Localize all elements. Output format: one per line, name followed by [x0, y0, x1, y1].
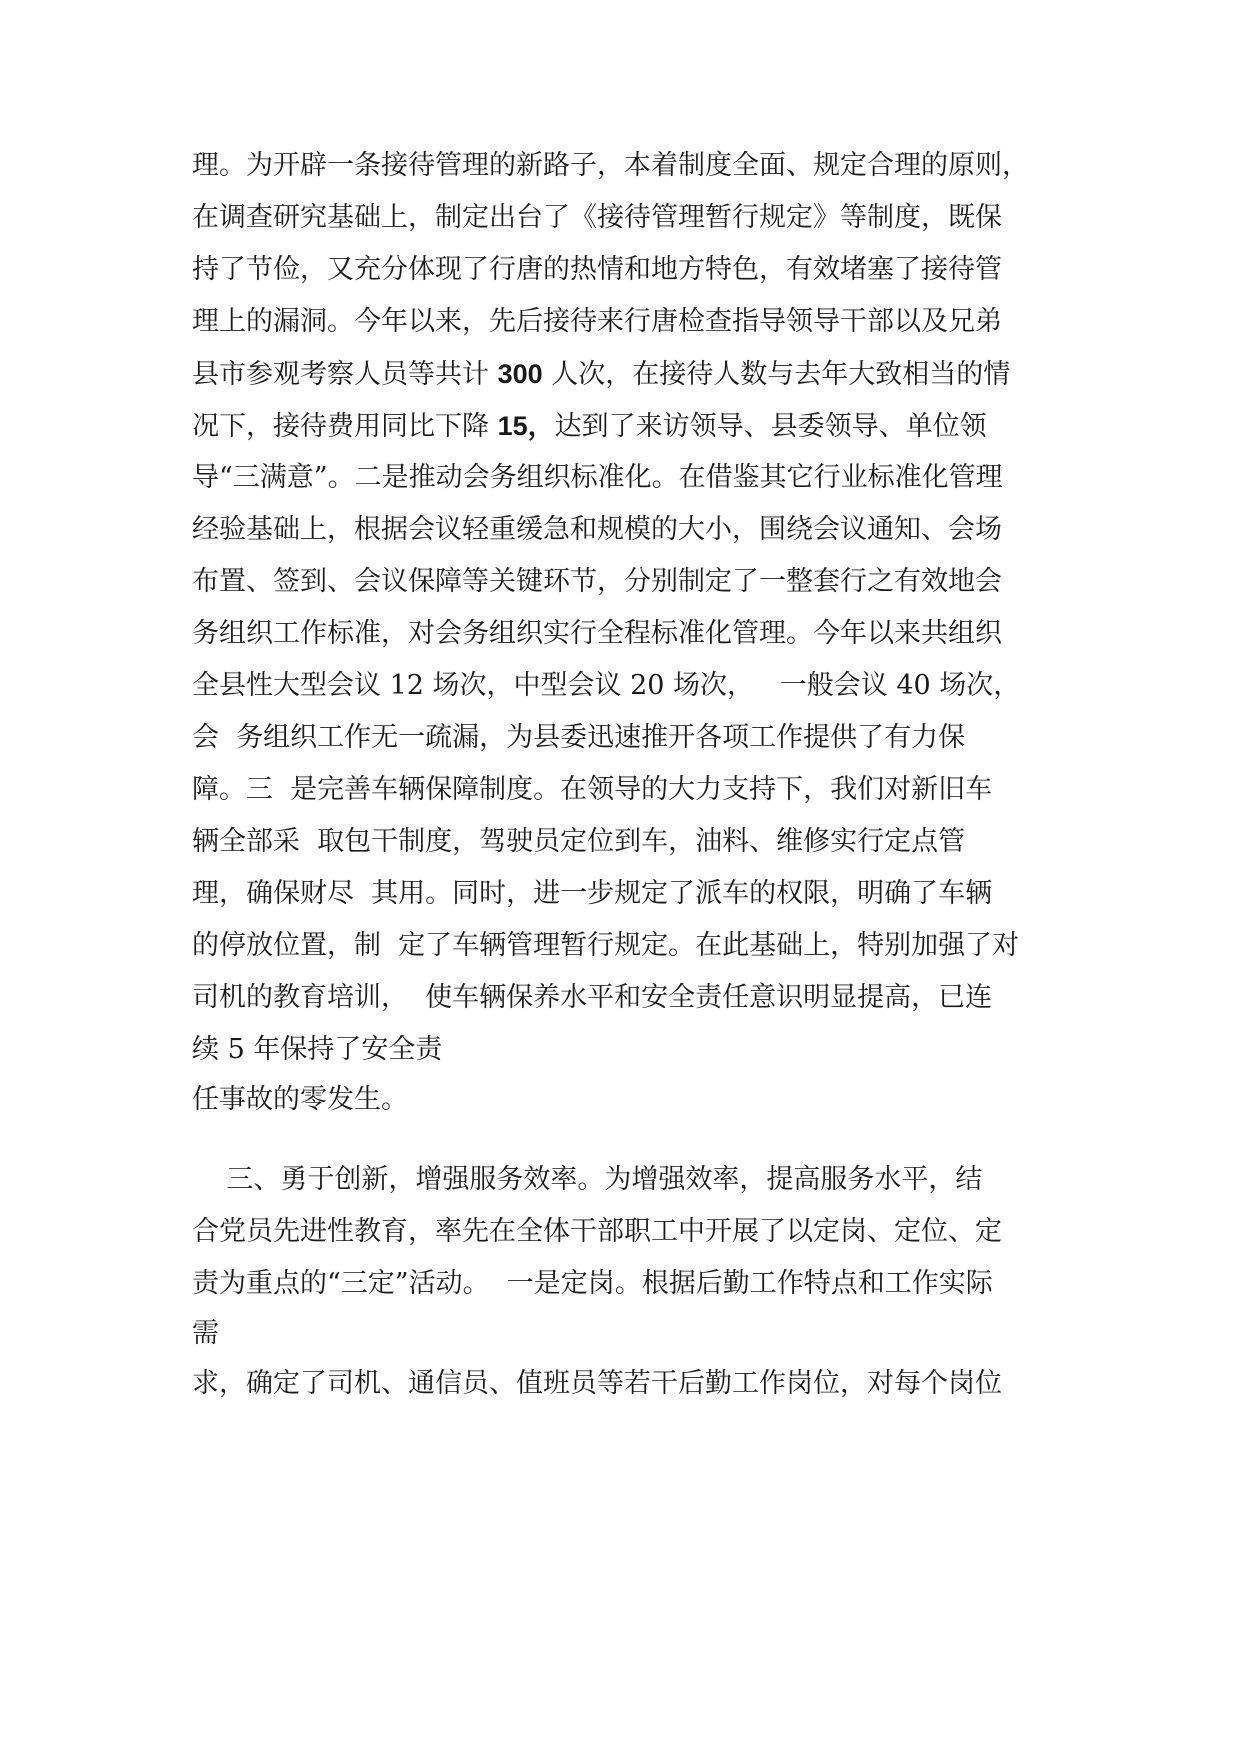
- body-text-line: 导“三满意”。二是推动会务组织标准化。在借鉴其它行业标准化管理: [192, 462, 1003, 493]
- body-text-line: 理。为开辟一条接待管理的新路子，本着制度全面、规定合理的原则，: [192, 150, 1029, 181]
- body-text-line: 布置、签到、会议保障等关键环节，分别制定了一整套行之有效地会: [192, 566, 1002, 597]
- body-text-line: 务组织工作标准，对会务组织实行全程标准化管理。今年以来共组织: [192, 618, 1002, 649]
- body-text-line: [192, 354, 1010, 394]
- body-text-line: 持了节俭，又充分体现了行唐的热情和地方特色，有效堵塞了接待管: [192, 254, 1002, 285]
- body-text-line: 求，确定了司机、通信员、值班员等若干后勤工作岗位，对每个岗位: [192, 1368, 1002, 1399]
- visitor-count: 300: [497, 359, 543, 389]
- body-text-line: 辆全部采 取包干制度，驾驶员定位到车，油料、维修实行定点管: [192, 826, 966, 857]
- body-text-line: 理，确保财尽 其用。同时，进一步规定了派车的权限，明确了车辆: [192, 878, 993, 909]
- text-segment: [543, 359, 552, 390]
- body-text-line: 全县性大型会议 12 场次，中型会议 20 场次， 一般会议 40 场次，: [192, 670, 1021, 701]
- text-segment: 人次，在接待人数与去年大致相当的情: [551, 359, 1011, 390]
- body-text-line: 任事故的零发生。: [192, 1084, 408, 1115]
- body-text-line: 合党员先进性教育，率先在全体干部职工中开展了以定岗、定位、定: [192, 1216, 1002, 1247]
- body-text-line: 三、勇于创新，增强服务效率。为增强效率，提高服务水平，结: [192, 1164, 983, 1195]
- text-segment: 县市参观考察人员等共计: [192, 359, 498, 390]
- text-segment: ，: [527, 411, 555, 441]
- body-text-line: 经验基础上，根据会议轻重缓急和规模的大小，围绕会议通知、会场: [192, 514, 1002, 545]
- cost-reduction-value: 15: [497, 411, 528, 441]
- body-text-line: [192, 406, 987, 446]
- body-text-line: 会 务组织工作无一疏漏，为县委迅速推开各项工作提供了有力保: [192, 722, 966, 753]
- body-text-line: 需: [192, 1318, 219, 1349]
- text-segment: 达到了来访领导、县委领导、单位领: [554, 411, 987, 442]
- body-text-line: 司机的教育培训， 使车辆保养水平和安全责任意识明显提高，已连: [192, 982, 993, 1013]
- body-text-line: 续 5 年保持了安全责: [192, 1034, 443, 1065]
- body-text-line: 的停放位置，制 定了车辆管理暂行规定。在此基础上，特别加强了对: [192, 930, 1020, 961]
- body-text-line: 责为重点的“三定”活动。 一是定岗。根据后勤工作特点和工作实际: [192, 1268, 993, 1299]
- body-text-line: 理上的漏洞。今年以来，先后接待来行唐检查指导领导干部以及兄弟: [192, 306, 1002, 337]
- body-text-line: 在调查研究基础上，制定出台了《接待管理暂行规定》等制度，既保: [192, 202, 1002, 233]
- text-segment: 况下，接待费用同比下降: [192, 411, 498, 442]
- body-text-line: 障。三 是完善车辆保障制度。在领导的大力支持下，我们对新旧车: [192, 774, 993, 805]
